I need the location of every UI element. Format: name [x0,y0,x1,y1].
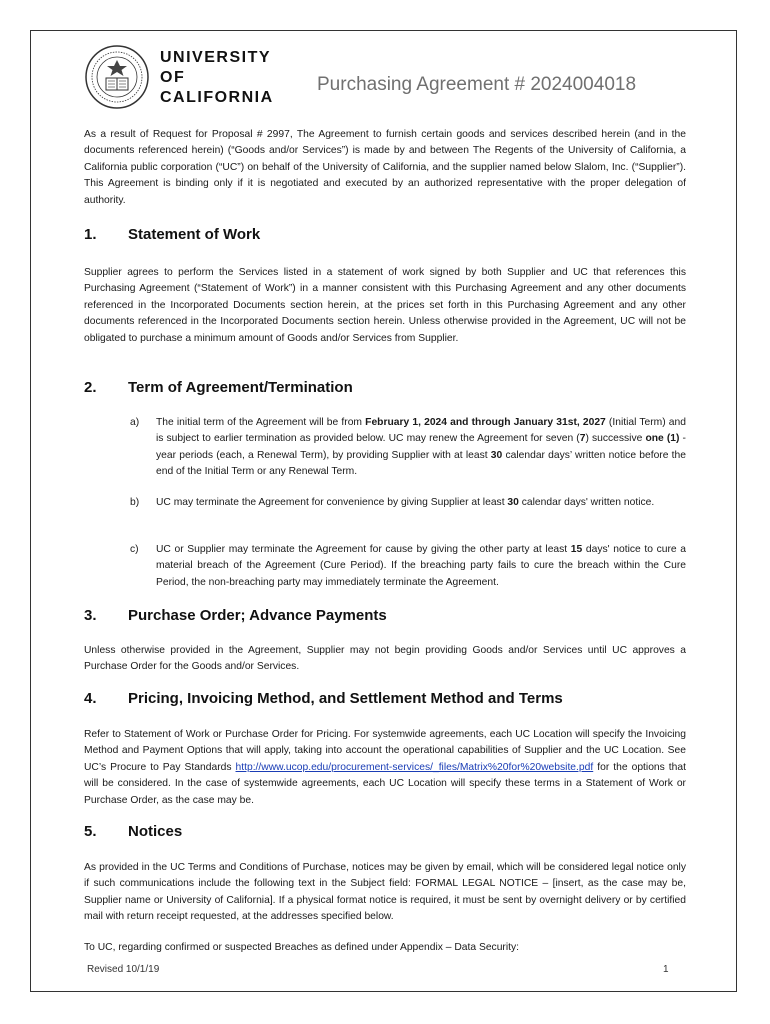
page-number: 1 [663,964,669,975]
section-title: Statement of Work [128,226,261,243]
intro-paragraph: As a result of Request for Proposal # 2997, The Agreement to furnish certain goods and services described herein (and in the documents referenced herein) (“Goods and/or Services”) is made by and between The Regents of the University of California, a California public corporation (“UC”) on behalf of the University of California, and the supplier named below Slalom, Inc. (“Supplier”). This Agreement is binding only if it is negotiated and executed by an authorized representative with the proper delegation of authority. [84,129,686,206]
section-5-paragraph: As provided in the UC Terms and Conditions of Purchase, notices may be given by email, which will be considered legal notice only if such communications include the following text in the Subject field: FORMAL LEGAL NOTICE – [insert, as the case may be, Supplier name or University of California]. If a physical format notice is required, it must be sent by overnight delivery or by certified mail with return receipt requested, at the addresses specified below. [84,862,686,923]
wordmark-line-2: OF [160,69,186,86]
list-marker: b) [130,497,140,508]
section-heading-3 [84,607,387,624]
section-number: 3. [84,607,97,624]
section-number: 1. [84,226,97,243]
term-list-item-a [130,415,686,481]
section-title: Term of Agreement/Termination [128,379,353,396]
section-4-paragraph: Refer to Statement of Work or Purchase Order for Pricing. For systemwide agreements, each UC Location will specify the Invoicing Method and Payment Options that will apply, taking into account the operational capabilities of Supplier and the UC Location. See UC’s Procure to Pay Standards http://www.ucop.edu/procurement-services/_files/Matrix%20for%20website.pdf for the options that will be considered. In the case of systemwide agreements, each UC Location will specify these terms in a Statement of Work or Purchase Order, as the case may be. [84,729,686,806]
section-title: Notices [128,823,183,840]
wordmark-line-3: CALIFORNIA [160,89,274,106]
university-wordmark [160,48,274,108]
section-number: 4. [84,690,97,707]
list-item-text: UC or Supplier may terminate the Agreement for cause by giving the other party at least 15 days' notice to cure a material breach of the Agreement (Cure Period). If the breaching party fails to cure the breach within the Cure Period, the non-breaching party may immediately terminate the Agreement. [156,544,686,588]
section-heading-4 [84,690,563,707]
section-number: 2. [84,379,97,396]
revised-date: Revised 10/1/19 [87,964,160,975]
term-list-item-b [130,495,686,511]
list-item-text: UC may terminate the Agreement for convenience by giving Supplier at least 30 calendar days' written notice. [156,497,655,508]
list-marker: a) [130,417,140,428]
section-number: 5. [84,823,97,840]
section-1-paragraph: Supplier agrees to perform the Services listed in a statement of work signed by both Supplier and UC that references this Purchasing Agreement (“Statement of Work”) in a manner consistent with this Purchasing Agreement and any other documents referenced in the Incorporated Documents section herein, at the prices set forth in this Purchasing Agreement and any other documents referenced in the Incorporated Documents section herein. Unless otherwise provided in the Agreement, UC will not be obligated to purchase a minimum amount of Goods and/or Services from Supplier. [84,267,686,344]
section-heading-1 [84,226,260,243]
procure-to-pay-link[interactable]: http://www.ucop.edu/procurement-services/_files/Matrix%20for%20website.pdf [235,761,594,773]
document-header [84,44,684,114]
section-title: Pricing, Invoicing Method, and Settlement Method and Terms [128,690,563,707]
wordmark-line-1: UNIVERSITY [160,49,272,66]
section-5-uc-contact-line: To UC, regarding confirmed or suspected Breaches as defined under Appendix – Data Security: [84,942,520,953]
list-item-text: The initial term of the Agreement will be from February 1, 2024 and through January 31st, 2027 (Initial Term) and is subject to earlier termination as provided below. UC may renew the Agreement for seven (7) successive one (1) -year periods (each, a Renewal Term), by providing Supplier with at least 30 calendar days’ written notice before the end of the Initial Term or any Renewal Term. [156,417,686,478]
section-3-paragraph: Unless otherwise provided in the Agreement, Supplier may not begin providing Goods and/or Services until UC approves a Purchase Order for the Goods and/or Services. [84,645,686,673]
term-list-item-c [130,542,686,591]
university-seal-logo [84,44,150,110]
document-title: Purchasing Agreement # 2024004018 [317,74,637,95]
section-heading-5 [84,823,182,840]
section-title: Purchase Order; Advance Payments [128,607,387,624]
section-heading-2 [84,379,353,396]
list-marker: c) [130,544,139,555]
